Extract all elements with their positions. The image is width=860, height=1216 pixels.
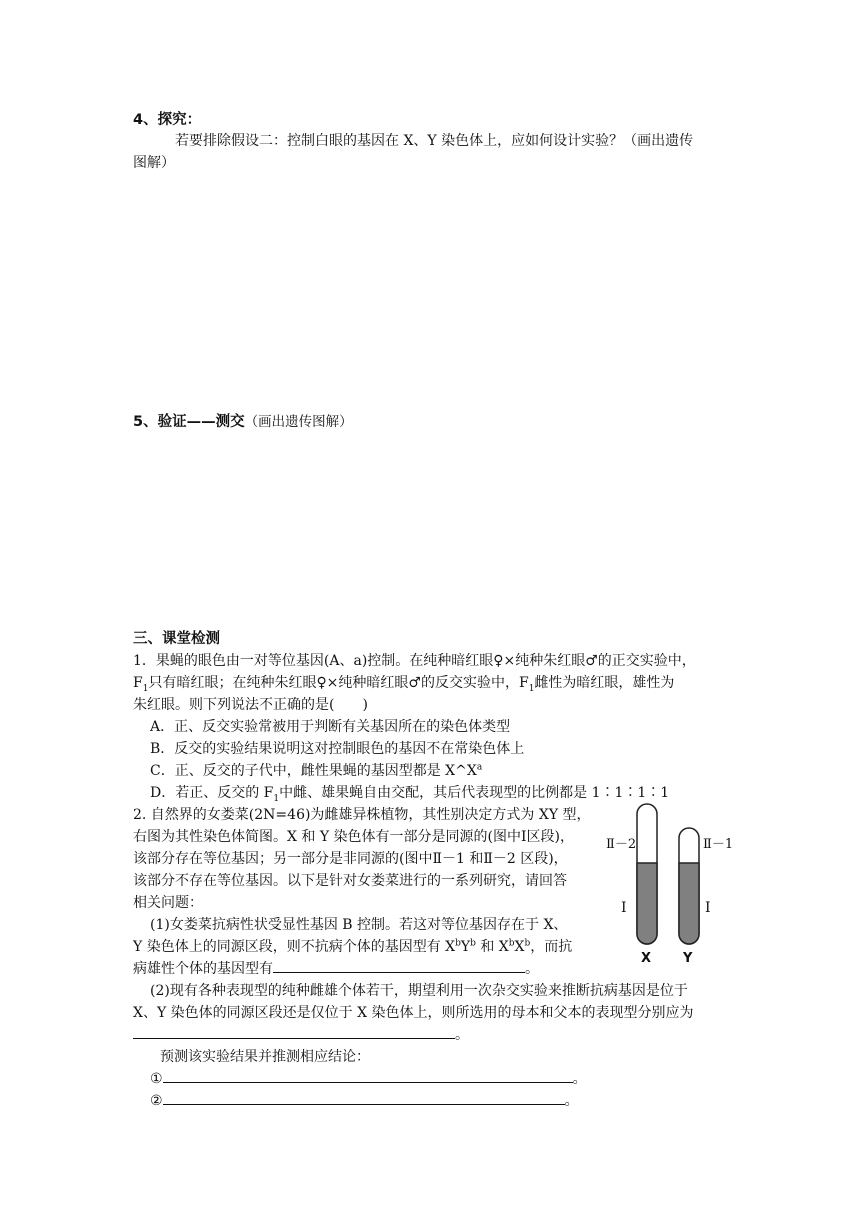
q2-predict: 预测该实验结果并推测相应结论： [160,1049,370,1065]
q2-p1-line3-text: 病雄性个体的基因型有 [133,961,273,977]
q2-line1: 2. 自然界的女娄菜(2N=46)为雌雄异株植物，其性别决定方式为 XY 型， [133,807,591,823]
q1-f-sub2: 1 [528,683,535,694]
section4-line2: 图解） [133,155,175,171]
q2-p1-sup3: b [508,938,515,949]
label-ii-2: Ⅱ－2 [606,837,637,852]
q1-line2-mid: 只有暗红眼；在纯种朱红眼♀×纯种暗红眼♂的反交实验中，F [148,675,529,691]
answer-blank-4[interactable] [163,1090,565,1105]
label-i-right: Ⅰ [705,900,711,916]
q1-option-d-b: 中雌、雄果蝇自由交配，其后代表现型的比例都是 1∶1∶1∶1 [279,785,670,801]
q1-f-text: F [133,675,143,691]
q1-option-b: B．反交的实验结果说明这对控制眼色的基因不在常染色体上 [150,741,525,757]
section5-heading: 5、验证——测交 [133,414,245,430]
q2-p1-c: 和 X [475,939,509,955]
q2-p1-sup4: b [524,938,531,949]
q1-line3: 朱红眼。则下列说法不正确的是( ) [133,697,368,713]
x-chromosome [637,804,657,944]
q2-part2-line3 [133,1024,469,1044]
q1-f-sub: 1 [142,683,149,694]
label-y: Y [683,951,693,966]
q2-part1-line3 [133,958,539,978]
q1-option-a: A．正、反交实验常被用于判断有关基因所在的染色体类型 [150,719,511,735]
q2-p1-e: ，而抗 [530,939,573,955]
q2-p1-sup2: b [470,938,476,949]
section5-note: （画出遗传图解） [244,414,353,430]
circle-1: ① [150,1071,163,1087]
q2-line5: 相关问题： [133,895,203,911]
q1-line1: 1．果蝇的眼色由一对等位基因(A、a)控制。在纯种暗红眼♀×纯种朱红眼♂的正交实验中， [133,653,696,669]
q1-option-c-sup: a [476,762,483,773]
sex-chromosome-diagram [605,800,735,970]
q2-conclusion-2 [150,1090,579,1110]
section4-heading: 4、探究： [133,112,202,128]
q2-line3: 该部分存在等位基因；另一部分是非同源的(图中Ⅱ－1 和Ⅱ－2 区段)， [133,851,568,867]
label-i-left: Ⅰ [621,900,627,916]
x-chromosome-region-i [637,863,657,944]
label-x: X [641,951,652,966]
q2-line4: 该部分不存在等位基因。以下是针对女娄菜进行的一系列研究，请回答 [133,873,567,889]
q2-conclusion-1 [150,1068,587,1088]
q2-p2-end: 。 [455,1027,469,1043]
q1-option-d [150,782,669,804]
q2-p1-a: Y 染色体上的同源区段，则不抗病个体的基因型有 X [133,939,456,955]
q1-line2 [133,672,674,694]
section3-heading: 三、课堂检测 [133,631,220,647]
q2-part1-line1: (1)女娄菜抗病性状受显性基因 B 控制。若这对等位基因存在于 X、 [150,917,568,933]
conclusion-1-end: 。 [572,1071,587,1087]
q2-p1-b: Y [460,939,471,955]
q2-part2-line2: X、Y 染色体的同源区段还是仅位于 X 染色体上，则所选用的母本和父本的表现型分别应为 [133,1005,694,1021]
y-chromosome [679,828,699,944]
q2-p1-sup1: b [455,938,461,949]
answer-blank-3[interactable] [163,1068,573,1083]
answer-blank-1[interactable] [273,958,525,973]
q1-line2-end: 雌性为暗红眼，雄性为 [534,675,675,691]
q1-option-c-text: C．正、反交的子代中，雌性果蝇的基因型都是 X^X [150,763,477,779]
section5-title [133,410,353,431]
conclusion-2-end: 。 [564,1093,579,1109]
q2-part2-line1: (2)现有各种表现型的纯种雌雄个体若干，期望利用一次杂交实验来推断抗病基因是位于 [150,983,688,999]
q1-option-c [150,760,482,780]
y-chromosome-region-i [679,863,699,944]
q2-line2: 右图为其性染色体简图。X 和 Y 染色体有一部分是同源的(图中Ⅰ区段)， [133,829,575,845]
label-ii-1: Ⅱ－1 [703,837,734,852]
q1-option-d-a: D．若正、反交的 F [150,785,274,801]
q2-p1-d: X [514,939,525,955]
section4-line1: 若要排除假设二：控制白眼的基因在 X、Y 染色体上，应如何设计实验？（画出遗传 [175,133,694,149]
q2-p1-end: 。 [525,961,539,977]
answer-blank-2[interactable] [133,1024,455,1039]
q2-part1-line2 [133,936,572,956]
circle-2: ② [150,1093,163,1109]
q1-option-d-sub: 1 [273,793,280,804]
